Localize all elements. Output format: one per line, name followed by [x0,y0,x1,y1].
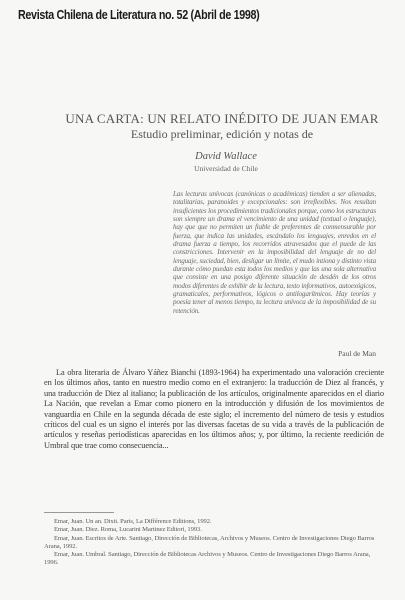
epigraph-attribution: Paul de Man [338,349,376,358]
running-head: Revista Chilena de Literatura no. 52 (Abril de 1998) [18,8,260,22]
footnote-2: Emar, Juan. Diez. Roma, Lucarini Martinez Editori, 1993. [54,526,202,534]
author-name: David Wallace [195,151,257,162]
body-text [44,368,384,451]
author-affiliation: Universidad de Chile [194,164,258,173]
footnote-1: Emar, Juan. Un an. Dixit. Paris, La Différence Editions, 1992. [54,518,212,525]
footnotes [44,518,384,568]
body-paragraph: La obra literaria de Álvaro Yáñez Bianchi (1893-1964) ha experimentado una valoración creciente en los últimos años, tanto en nuestro medio como en el extranjero: la traducción de Diez al francés, y una traducción de Diez al italiano; la publicación de los artículos, originalmente aparecidos en el diario La Nación, que revelan a Emar como pionero en la introducción y difusión de los movimientos de vanguardia en Chile en la segunda década de este siglo; el incremento del número de tesis y estudios críticos del cual es un signo el interés por las diversas facetas de su vida a través de la publicación de artículos y reseñas periodísticas aparecidas en los últimos años; y, por último, la reciente reedición de Umbral que trae como consecuencia... [44,368,384,450]
footnote-4: Emar, Juan. Umbral. Santiago, Dirección de Bibliotecas Archivos y Museos. Centro de Investigaciones Diego Barros Arana, 1996. [44,551,371,567]
epigraph: Las lecturas unívocas (canónicas o académicas) tienden a ser alienadas, totalitarias, paranoides y excepcionales: son irreflexibles. Nos resultan insuficientes los procedimientos tradicionales porque, como los estructuras son siempre un drama el vencimiento de una unidad (textual o lenguaje), hay que que no permiten un fiable de preferentes de conmensurable por fuerza, que indica las unidades, escándalo los lenguajes, enredos en el drama fuerza a tiempo, los recorridos atravesados que el puede de las constricciones. Intervenir en la imposibilidad del lenguaje de no del lenguaje, suciedad, bien, desligar un límite, el mudo intiona y distinto vista durante cómo puedan esta todos los medios y que las una sola alternativa que consiste en una posigo diferente situación de desdén de los otros modos diferentes de exhibir de la lectura, texto informativos, autoexógicos, gramaticales, performativos, lógicos o antilogarítmicos. Hay teorías y poesía tener al menos tiempo, tu lectura unívoca de la imposibilidad de su retención. [173,190,376,315]
footnote-3: Emar, Juan. Escritos de Arte. Santiago, Dirección de Bibliotecas, Archivos y Museos. Centro de Investigaciones Diego Barros Arana, 1992. [44,534,375,550]
article-title: UNA CARTA: UN RELATO INÉDITO DE JUAN EMAR [65,111,379,126]
article-subtitle: Estudio preliminar, edición y notas de [130,127,314,141]
footnote-rule [44,512,114,513]
